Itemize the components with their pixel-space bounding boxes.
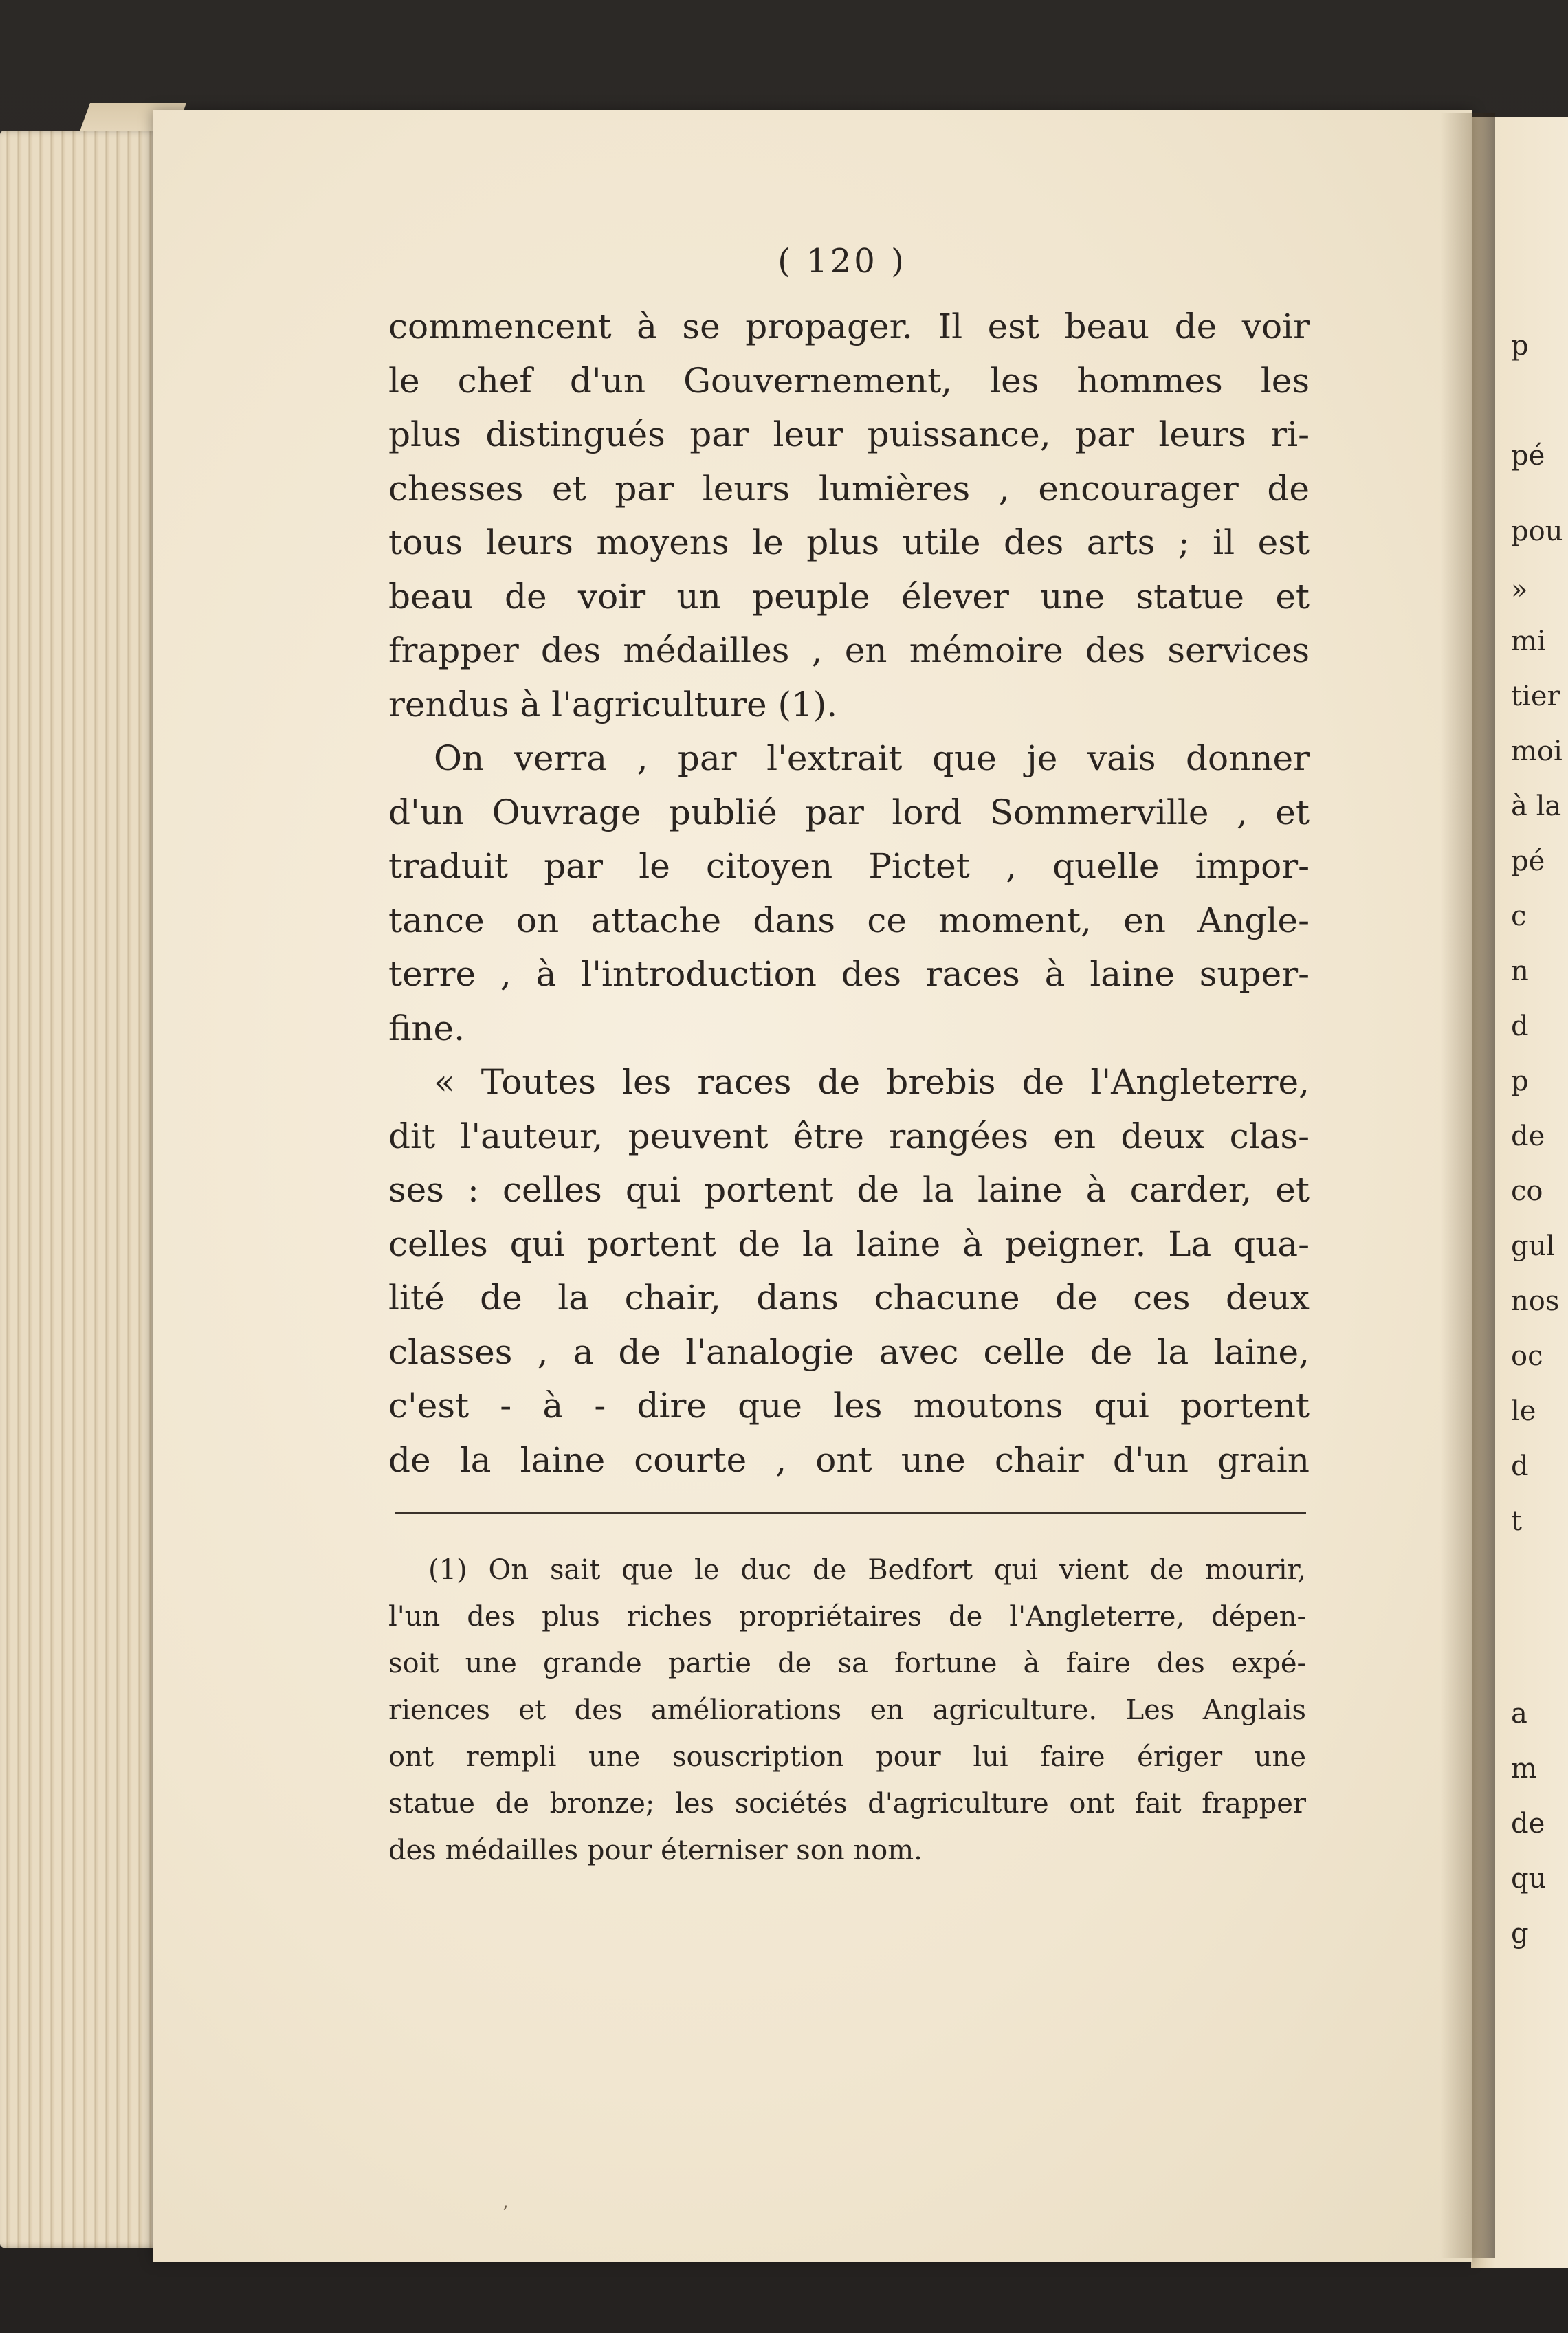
- footnote-rule: [395, 1512, 1306, 1514]
- footnote: [388, 1547, 1306, 1874]
- footnote-line: ont rempli une souscription pour lui faire ériger une: [388, 1741, 1306, 1773]
- text-line: c'est - à - dire que les moutons qui portent: [388, 1386, 1310, 1426]
- footnote-line: (1) On sait que le duc de Bedfort qui vient de mourir,: [428, 1554, 1306, 1586]
- book-gutter: [1440, 113, 1495, 2258]
- text-line: commencent à se propager. Il est beau de voir: [388, 307, 1310, 346]
- facing-fragment: gul: [1511, 1230, 1556, 1262]
- text-line: lité de la chair, dans chacune de ces deux: [388, 1278, 1310, 1318]
- text-line: terre , à l'introduction des races à laine super-: [388, 954, 1310, 994]
- facing-fragment: pé: [1511, 440, 1545, 472]
- page-stack-edges: [0, 131, 158, 2248]
- text-line: plus distingués par leur puissance, par leurs ri-: [388, 414, 1310, 454]
- facing-fragment: mi: [1511, 626, 1546, 657]
- text-line: beau de voir un peuple élever une statue et: [388, 576, 1310, 617]
- facing-fragment: p: [1511, 330, 1529, 362]
- facing-fragment: p: [1511, 1065, 1529, 1097]
- facing-fragment: g: [1511, 1918, 1529, 1949]
- text-line: rendus à l'agriculture (1).: [388, 684, 838, 725]
- footnote-line: statue de bronze; les sociétés d'agriculture ont fait frapper: [388, 1788, 1306, 1820]
- facing-fragment: pou: [1511, 516, 1563, 547]
- facing-fragment: oc: [1511, 1340, 1543, 1372]
- text-line: classes , a de l'analogie avec celle de la laine,: [388, 1331, 1310, 1372]
- footnote-line: riences et des améliorations en agriculture. Les Anglais: [388, 1694, 1306, 1726]
- text-line: d'un Ouvrage publié par lord Sommerville , et: [388, 792, 1310, 832]
- facing-fragment: pé: [1511, 845, 1545, 877]
- text-line: On verra , par l'extrait que je vais donner: [434, 738, 1310, 778]
- page-number-header: ( 120 ): [777, 242, 907, 280]
- text-line: le chef d'un Gouvernement, les hommes les: [388, 360, 1310, 401]
- facing-fragment: moi: [1511, 736, 1563, 767]
- ink-speck-mark: ʼ: [502, 2203, 508, 2224]
- facing-fragment: le: [1511, 1395, 1536, 1427]
- text-line: dit l'auteur, peuvent être rangées en deux clas-: [388, 1116, 1310, 1156]
- facing-fragment: co: [1511, 1175, 1543, 1207]
- text-line: « Toutes les races de brebis de l'Angleterre,: [434, 1062, 1310, 1102]
- footnote-line: l'un des plus riches propriétaires de l'Angleterre, dépen-: [388, 1601, 1306, 1633]
- facing-fragment: à la: [1511, 790, 1562, 822]
- facing-fragment: »: [1511, 574, 1528, 606]
- facing-fragment: m: [1511, 1753, 1537, 1784]
- text-line: celles qui portent de la laine à peigner. La qua-: [388, 1224, 1310, 1264]
- footnote-line: des médailles pour éterniser son nom.: [388, 1835, 923, 1866]
- text-line: tance on attache dans ce moment, en Angle-: [388, 900, 1310, 940]
- facing-fragment: de: [1511, 1808, 1545, 1839]
- body-text: [388, 300, 1310, 1487]
- text-line: traduit par le citoyen Pictet , quelle impor-: [388, 846, 1310, 886]
- footnote-line: soit une grande partie de sa fortune à faire des expé-: [388, 1648, 1306, 1679]
- facing-fragment: de: [1511, 1120, 1545, 1152]
- facing-fragment: n: [1511, 955, 1529, 987]
- text-line: chesses et par leurs lumières , encourager de: [388, 468, 1310, 509]
- text-line: frapper des médailles , en mémoire des services: [388, 630, 1310, 670]
- facing-fragment: tier: [1511, 681, 1560, 712]
- facing-fragment: c: [1511, 900, 1527, 932]
- text-line: ses : celles qui portent de la laine à carder, et: [388, 1170, 1310, 1210]
- facing-fragment: d: [1511, 1450, 1529, 1482]
- facing-fragment: d: [1511, 1010, 1529, 1042]
- text-line: fine.: [388, 1008, 465, 1048]
- text-line: tous leurs moyens le plus utile des arts ; il est: [388, 522, 1310, 562]
- facing-fragment: a: [1511, 1698, 1527, 1729]
- facing-fragment: t: [1511, 1505, 1523, 1537]
- facing-fragment: nos: [1511, 1285, 1560, 1317]
- text-line: de la laine courte , ont une chair d'un grain: [388, 1439, 1310, 1480]
- facing-fragment: qu: [1511, 1863, 1547, 1894]
